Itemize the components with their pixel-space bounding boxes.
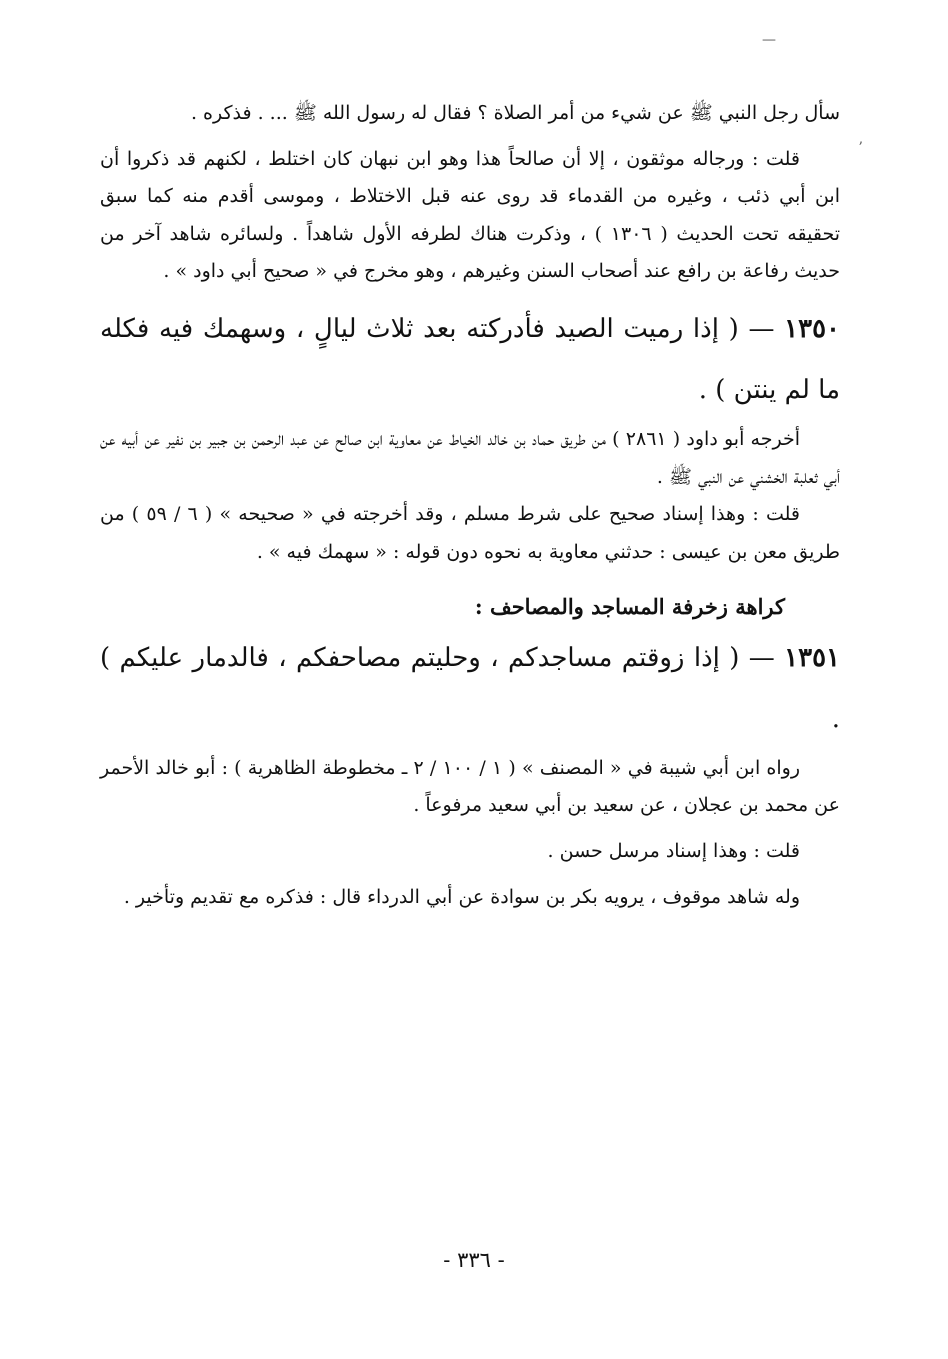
paragraph-narrators-note: قلت : ورجاله موثقون ، إلا أن صالحاً هذا وهو ابن نبهان كان اختلط ، لكنهم قد ذكروا أن ابن أبي ذئب ، وغيره من القدماء قد روى عنه قبل الاختلاط ، وموسى أقدم منه كما سبق تحقيقه تحت الحديث ( ١٣٠٦ ) ، وذكرت هناك لطرفه الأول شاهداً . ولسائره شاهد آخر من حديث رفاعة بن رافع عند أصحاب السنن وغيرهم ، وهو مخرج في « صحيح أبي داود » . bbox=[100, 147, 840, 283]
paragraph-question: سأل رجل النبي ﷺ عن شيء من أمر الصلاة ؟ فقال له رسول الله ﷺ ... . فذكره . bbox=[190, 102, 840, 124]
page-body bbox=[100, 95, 840, 916]
hadith-1351-text: — ( إذا زوقتم مساجدكم ، وحليتم مصاحفكم ، فالدمار عليكم ) . bbox=[100, 642, 840, 734]
paragraph-takhrij-1351: رواه ابن أبي شيبة في « المصنف » ( ١ / ١٠٠ / ٢ ـ مخطوطة الظاهرية ) : أبو خالد الأحمر عن محمد بن عجلان ، عن سعيد بن أبي سعيد مرفوعاً . bbox=[100, 756, 840, 817]
page-number: - ٣٣٦ - bbox=[443, 1248, 505, 1272]
hadith-1350 bbox=[100, 299, 840, 421]
section-heading: كراهة زخرفة المساجد والمصاحف : bbox=[474, 593, 785, 619]
hadith-1350-text: — ( إذا رميت الصيد فأدركته بعد ثلاث ليالٍ ، وسهمك فيه فكله ما لم ينتن ) . bbox=[100, 314, 840, 406]
hadith-1351-number: ١٣٥١ bbox=[784, 642, 841, 673]
paragraph-takhrij-1350: أخرجه أبو داود ( ٢٨٦١ ) من طريق حماد بن خالد الخياط عن معاوية ابن صالح عن عبد الرحمن بن جبير بن نفير عن أبيه عن أبي ثعلبة الخشني عن النبي ﷺ . bbox=[100, 428, 840, 488]
hadith-1351 bbox=[100, 628, 840, 750]
paragraph-grading-1350: قلت : وهذا إسناد صحيح على شرط مسلم ، وقد أخرجته في « صحيحه » ( ٦ / ٥٩ ) من طريق معن بن عيسى : حدثني معاوية به نحوه دون قوله : « سهمك فيه » . bbox=[100, 503, 840, 564]
paragraph-witness: وله شاهد موقوف ، يرويه بكر بن سوادة عن أبي الدرداء قال : فذكره مع تقديم وتأخير . bbox=[123, 885, 800, 908]
hadith-1350-number: ١٣٥٠ bbox=[784, 314, 841, 345]
scan-mark-top: — bbox=[762, 32, 776, 48]
paragraph-grading-1351: قلت : وهذا إسناد مرسل حسن . bbox=[547, 840, 800, 863]
scan-mark-side: ʼ bbox=[858, 140, 863, 156]
